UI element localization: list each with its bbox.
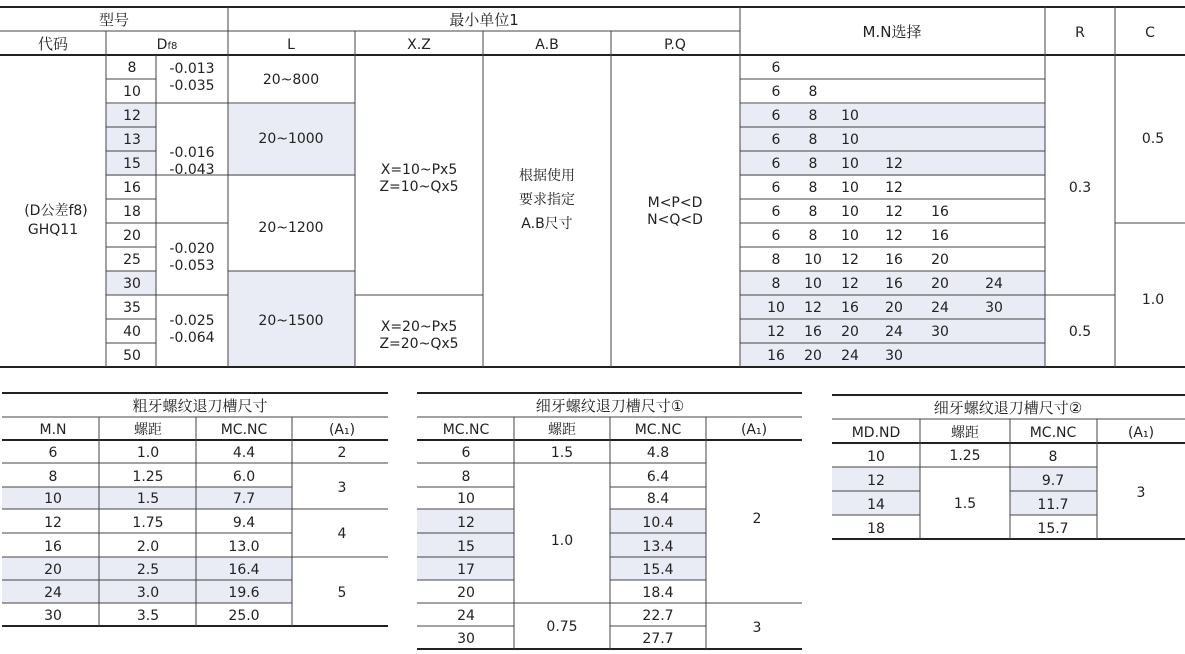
fine1-mc: 22.7 xyxy=(642,608,674,624)
d-value: 10 xyxy=(123,84,141,100)
tolerance-lower: -0.053 xyxy=(169,258,215,274)
d-value: 30 xyxy=(123,276,141,292)
fine1-mn: 24 xyxy=(457,608,475,624)
d-value: 15 xyxy=(123,156,141,172)
mn-option: 10 xyxy=(767,300,785,316)
fine1-mc: 6.4 xyxy=(646,469,670,485)
fine1-mc: 18.4 xyxy=(642,585,674,601)
fine2-pitch: 1.5 xyxy=(953,496,977,512)
mn-option: 6 xyxy=(771,180,781,196)
mn-option: 12 xyxy=(885,180,903,196)
coarse-header-pitch: 螺距 xyxy=(134,422,162,438)
mn-option: 8 xyxy=(808,108,818,124)
ab-note: 根据使用 xyxy=(519,168,575,184)
mn-option: 20 xyxy=(885,300,903,316)
mn-option: 8 xyxy=(808,228,818,244)
coarse-mc: 13.0 xyxy=(228,539,260,555)
mn-option: 12 xyxy=(885,156,903,172)
fine1-mc: 27.7 xyxy=(642,631,674,647)
fine1-mn: 12 xyxy=(457,515,475,531)
coarse-mn: 30 xyxy=(44,608,62,624)
header-l: L xyxy=(287,37,295,53)
d-value: 16 xyxy=(123,180,141,196)
mn-option: 20 xyxy=(841,324,859,340)
header-code: 代码 xyxy=(37,35,69,53)
pq-rule: N<Q<D xyxy=(647,212,703,228)
mn-option: 12 xyxy=(804,300,822,316)
mn-option: 8 xyxy=(808,204,818,220)
mn-option: 6 xyxy=(771,204,781,220)
fine1-header-pitch: 螺距 xyxy=(548,422,576,438)
l-range: 20~1500 xyxy=(258,313,324,329)
mn-option: 8 xyxy=(808,84,818,100)
mn-option: 16 xyxy=(767,348,785,364)
coarse-thread-table xyxy=(2,393,388,626)
code-tolerance-label: (D公差f8) xyxy=(24,203,88,219)
coarse-mc: 7.7 xyxy=(232,491,256,507)
fine1-mn: 10 xyxy=(457,491,475,507)
fine1-pitch: 1.0 xyxy=(550,533,574,549)
coarse-mn: 12 xyxy=(44,515,62,531)
mn-option: 30 xyxy=(885,348,903,364)
mn-option: 24 xyxy=(931,300,949,316)
tolerance-lower: -0.043 xyxy=(169,162,215,178)
mn-option: 10 xyxy=(841,180,859,196)
mn-option: 20 xyxy=(804,348,822,364)
ab-note: 要求指定 xyxy=(519,192,575,208)
mn-option: 6 xyxy=(771,84,781,100)
coarse-a1: 5 xyxy=(337,585,347,601)
fine-thread-table-1 xyxy=(417,393,802,649)
coarse-pitch: 2.0 xyxy=(136,539,160,555)
tolerance-upper: -0.016 xyxy=(169,145,215,161)
coarse-mn: 10 xyxy=(44,491,62,507)
mn-option: 24 xyxy=(841,348,859,364)
l-range: 20~1200 xyxy=(258,220,324,236)
fine1-header-mn: MC.NC xyxy=(442,422,490,438)
header-mn-select: M.N选择 xyxy=(862,23,922,41)
mn-option: 24 xyxy=(885,324,903,340)
header-r: R xyxy=(1075,25,1085,41)
mn-option: 8 xyxy=(808,180,818,196)
mn-option: 12 xyxy=(767,324,785,340)
coarse-mn: 8 xyxy=(48,469,58,485)
mn-option: 10 xyxy=(804,276,822,292)
l-range: 20~800 xyxy=(262,72,320,88)
coarse-title: 粗牙螺纹退刀槽尺寸 xyxy=(132,397,268,415)
coarse-a1: 3 xyxy=(337,480,347,496)
fine1-header-mc: MC.NC xyxy=(634,422,682,438)
fine2-mc: 11.7 xyxy=(1037,497,1069,513)
mn-option: 16 xyxy=(885,276,903,292)
d-value: 12 xyxy=(123,108,141,124)
fine2-md: 12 xyxy=(867,473,885,489)
mn-option: 8 xyxy=(808,132,818,148)
header-model: 型号 xyxy=(98,11,130,29)
mn-option: 12 xyxy=(885,204,903,220)
coarse-mc: 9.4 xyxy=(232,515,256,531)
fine2-mc: 8 xyxy=(1048,449,1058,465)
fine2-header-mc: MC.NC xyxy=(1029,425,1077,441)
mn-option: 10 xyxy=(841,132,859,148)
mn-option: 12 xyxy=(841,276,859,292)
coarse-header-mc: MC.NC xyxy=(220,422,268,438)
header-ab: A.B xyxy=(535,37,559,53)
coarse-pitch: 3.0 xyxy=(136,585,160,601)
coarse-pitch: 1.25 xyxy=(132,469,164,485)
fine1-mn: 15 xyxy=(457,539,475,555)
header-d-main: D xyxy=(156,37,168,53)
tolerance-lower: -0.064 xyxy=(169,330,215,346)
header-c: C xyxy=(1145,25,1155,41)
coarse-header-mn: M.N xyxy=(39,422,67,438)
coarse-mn: 20 xyxy=(44,562,62,578)
coarse-a1: 4 xyxy=(337,526,347,542)
coarse-mc: 25.0 xyxy=(228,608,260,624)
fine1-mn: 30 xyxy=(457,631,475,647)
xz-x-range: X=10~Px5 xyxy=(380,162,458,178)
mn-option: 12 xyxy=(841,252,859,268)
mn-option: 8 xyxy=(808,156,818,172)
mn-option: 6 xyxy=(771,228,781,244)
pq-rule: M<P<D xyxy=(647,195,703,211)
mn-option: 10 xyxy=(841,108,859,124)
fine1-title: 细牙螺纹退刀槽尺寸① xyxy=(535,397,685,415)
mn-option: 10 xyxy=(841,204,859,220)
fine1-pitch: 1.5 xyxy=(550,445,574,461)
fine1-mn: 6 xyxy=(461,445,471,461)
mn-option: 10 xyxy=(841,228,859,244)
xz-z-range: Z=10~Qx5 xyxy=(379,179,459,195)
fine1-mc: 15.4 xyxy=(642,562,674,578)
fine2-a1: 3 xyxy=(1136,485,1146,501)
fine1-header-a1: (A₁) xyxy=(740,422,768,438)
coarse-mn: 6 xyxy=(48,445,58,461)
tolerance-upper: -0.020 xyxy=(169,241,215,257)
d-value: 35 xyxy=(123,300,141,316)
fine1-mc: 8.4 xyxy=(646,491,670,507)
fine2-md: 18 xyxy=(867,521,885,537)
mn-option: 24 xyxy=(985,276,1003,292)
fine2-title: 细牙螺纹退刀槽尺寸② xyxy=(933,399,1083,417)
mn-option: 10 xyxy=(804,252,822,268)
mn-option: 12 xyxy=(885,228,903,244)
fine2-md: 14 xyxy=(867,497,885,513)
header-pq: P.Q xyxy=(664,37,686,53)
mn-option: 16 xyxy=(804,324,822,340)
mn-option: 20 xyxy=(931,276,949,292)
l-range: 20~1000 xyxy=(258,131,324,147)
mn-option: 6 xyxy=(771,60,781,76)
mn-option: 20 xyxy=(931,252,949,268)
coarse-pitch: 1.5 xyxy=(136,491,160,507)
fine1-mc: 13.4 xyxy=(642,539,674,555)
xz-z-range: Z=20~Qx5 xyxy=(379,336,459,352)
mn-option: 16 xyxy=(931,228,949,244)
c-value: 0.5 xyxy=(1141,131,1165,147)
mn-option: 16 xyxy=(931,204,949,220)
d-value: 40 xyxy=(123,324,141,340)
fine1-mc: 10.4 xyxy=(642,515,674,531)
fine2-mc: 9.7 xyxy=(1041,473,1065,489)
mn-option: 8 xyxy=(771,276,781,292)
d-value: 50 xyxy=(123,348,141,364)
coarse-mc: 4.4 xyxy=(232,445,256,461)
coarse-mn: 16 xyxy=(44,539,62,555)
d-value: 8 xyxy=(127,60,137,76)
coarse-mn: 24 xyxy=(44,585,62,601)
coarse-pitch: 1.0 xyxy=(136,445,160,461)
fine1-a1: 3 xyxy=(752,620,762,636)
d-value: 13 xyxy=(123,132,141,148)
fine2-header-pitch: 螺距 xyxy=(951,425,979,441)
coarse-mc: 16.4 xyxy=(228,562,260,578)
fine2-pitch: 1.25 xyxy=(949,448,981,464)
mn-option: 16 xyxy=(841,300,859,316)
mn-option: 8 xyxy=(771,252,781,268)
fine2-header-a1: (A₁) xyxy=(1127,425,1155,441)
mn-option: 10 xyxy=(841,156,859,172)
fine2-header-md: MD.ND xyxy=(851,425,901,441)
mn-option: 6 xyxy=(771,156,781,172)
r-value: 0.5 xyxy=(1068,324,1092,340)
header-min-unit: 最小单位1 xyxy=(449,11,519,29)
main-table xyxy=(0,7,1185,367)
ab-note: A.B尺寸 xyxy=(521,216,573,232)
tolerance-upper: -0.025 xyxy=(169,313,215,329)
c-value: 1.0 xyxy=(1141,292,1165,308)
d-value: 25 xyxy=(123,252,141,268)
fine2-mc: 15.7 xyxy=(1037,521,1069,537)
coarse-pitch: 1.75 xyxy=(132,515,164,531)
code-value: GHQ11 xyxy=(27,222,79,238)
coarse-pitch: 3.5 xyxy=(136,608,160,624)
coarse-pitch: 2.5 xyxy=(136,562,160,578)
mn-option: 30 xyxy=(985,300,1003,316)
header-d xyxy=(157,37,178,53)
fine1-mn: 17 xyxy=(457,562,475,578)
mn-option: 6 xyxy=(771,132,781,148)
fine1-mc: 4.8 xyxy=(646,445,670,461)
coarse-header-a1: (A₁) xyxy=(328,422,356,438)
r-value: 0.3 xyxy=(1068,180,1092,196)
fine1-mn: 20 xyxy=(457,585,475,601)
fine1-pitch: 0.75 xyxy=(546,619,578,635)
d-value: 20 xyxy=(123,228,141,244)
fine2-md: 10 xyxy=(867,449,885,465)
coarse-a1: 2 xyxy=(337,445,347,461)
tolerance-upper: -0.013 xyxy=(169,61,215,77)
fine-thread-table-2 xyxy=(832,395,1185,539)
xz-x-range: X=20~Px5 xyxy=(380,319,458,335)
mn-option: 16 xyxy=(885,252,903,268)
fine1-a1: 2 xyxy=(752,511,762,527)
d-value: 18 xyxy=(123,204,141,220)
tolerance-lower: -0.035 xyxy=(169,78,215,94)
header-d-sub: f8 xyxy=(167,41,178,52)
fine1-mn: 8 xyxy=(461,469,471,485)
mn-option: 30 xyxy=(931,324,949,340)
coarse-mc: 6.0 xyxy=(232,469,256,485)
coarse-mc: 19.6 xyxy=(228,585,260,601)
header-xz: X.Z xyxy=(407,37,431,53)
mn-option: 6 xyxy=(771,108,781,124)
